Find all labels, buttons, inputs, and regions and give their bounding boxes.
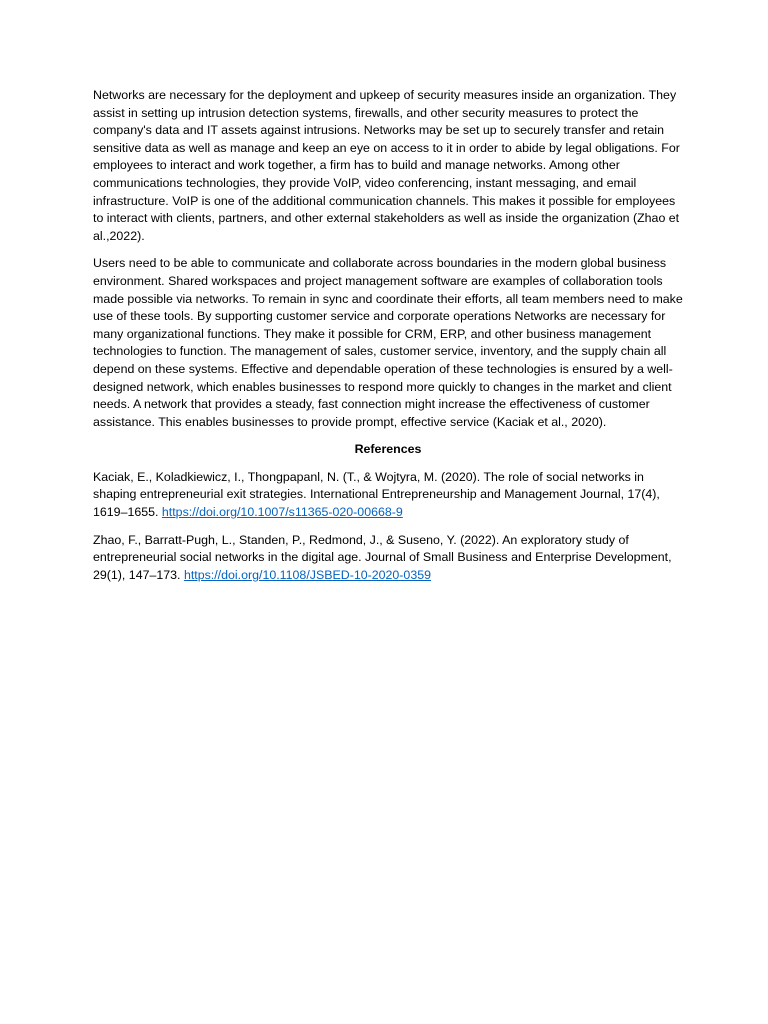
reference-doi-link[interactable]: https://doi.org/10.1108/JSBED-10-2020-0359 <box>183 567 431 582</box>
reference-text: Kaciak, E., Koladkiewicz, I., Thongpapanl, N. (T., & Wojtyra, M. (2020). The role of social networks in shaping entrepreneurial exit strategies. International Entrepreneurship and Management Journal, 17(4), 1619–1655. <box>93 469 660 520</box>
reference-item-2 <box>93 532 683 585</box>
body-paragraph-2: Users need to be able to communicate and collaborate across boundaries in the modern global business environment. Shared workspaces and project management software are examples of collaboration tools made possible via networks. To remain in sync and coordinate their efforts, all team members need to make use of these tools. By supporting customer service and corporate operations Networks are necessary for many organizational functions. They make it possible for CRM, ERP, and other business management technologies to function. The management of sales, customer service, inventory, and the supply chain all depend on these systems. Effective and dependable operation of these technologies is ensured by a well-designed network, which enables businesses to respond more quickly to changes in the market and client needs. A network that provides a steady, fast connection might increase the effectiveness of customer assistance. This enables businesses to provide prompt, effective service (Kaciak et al., 2020). <box>93 256 683 429</box>
reference-item-1 <box>93 469 683 522</box>
reference-doi-link[interactable]: https://doi.org/10.1007/s11365-020-00668-9 <box>161 505 403 520</box>
reference-text: Zhao, F., Barratt-Pugh, L., Standen, P., Redmond, J., & Suseno, Y. (2022). An exploratory study of entrepreneurial social networks in the digital age. Journal of Small Business and Enterprise Development, 29(1), 147–173. <box>93 532 672 582</box>
body-paragraph-1: Networks are necessary for the deployment and upkeep of security measures inside an organization. They assist in setting up intrusion detection systems, firewalls, and other security measures to protect the company's data and IT assets against intrusions. Networks may be set up to securely transfer and retain sensitive data as well as manage and keep an eye on access to it in order to abide by legal obligations. For employees to interact and work together, a firm has to build and manage networks. Among other communications technologies, they provide VoIP, video conferencing, instant messaging, and email infrastructure. VoIP is one of the additional communication channels. This makes it possible for employees to interact with clients, partners, and other external stakeholders as well as inside the organization (Zhao et al.,2022). <box>93 88 680 243</box>
references-heading: References <box>354 442 422 457</box>
document-page <box>93 87 683 594</box>
